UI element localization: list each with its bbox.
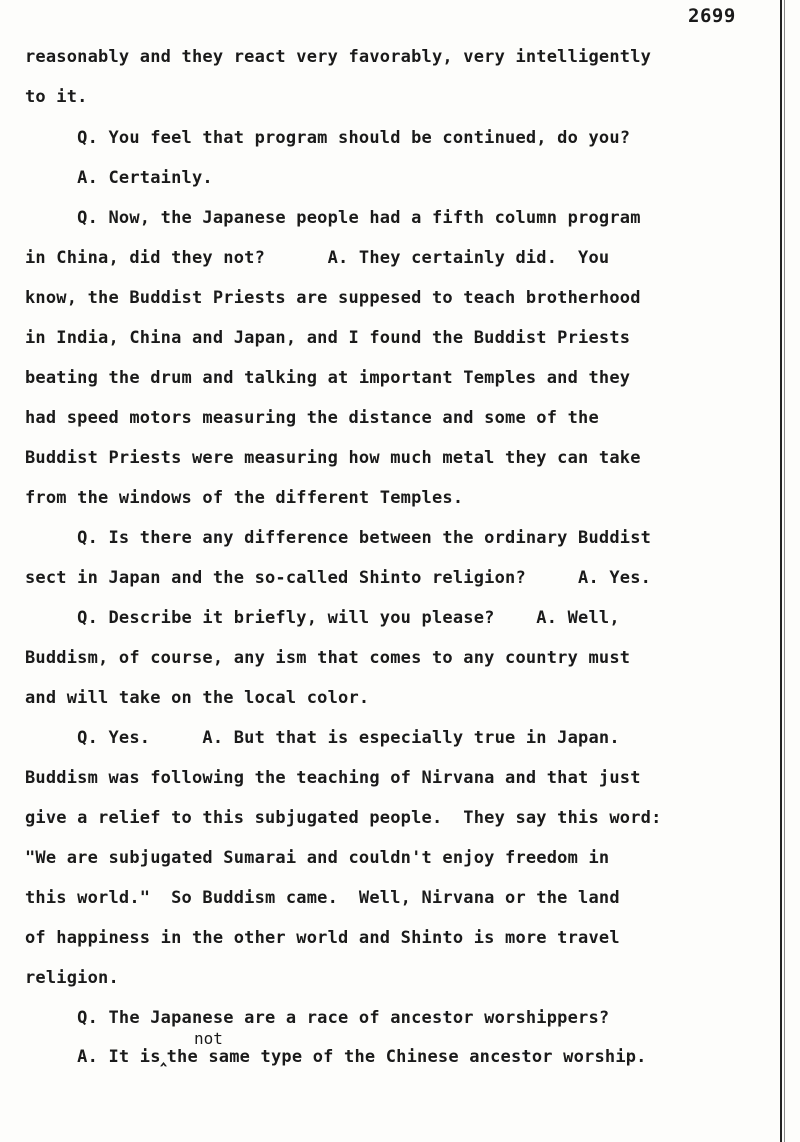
- text-line: Q. Describe it briefly, will you please? A. Well,: [25, 608, 620, 628]
- page-edge-rule-secondary: [784, 0, 785, 1142]
- page-number: 2699: [688, 5, 736, 27]
- text-line: in China, did they not? A. They certainly did. You: [25, 248, 610, 268]
- text-line: Q. Is there any difference between the ordinary Buddist: [25, 528, 652, 548]
- text-line: Buddism, of course, any ism that comes to any country must: [25, 648, 631, 668]
- text-line: in India, China and Japan, and I found the Buddist Priests: [25, 328, 631, 348]
- text-line: Buddism was following the teaching of Nirvana and that just: [25, 768, 641, 788]
- text-line: from the windows of the different Temples.: [25, 488, 464, 508]
- text-line: Q. The Japanese are a race of ancestor worshippers?: [25, 1008, 610, 1028]
- text-line: to it.: [25, 87, 88, 107]
- text-line: reasonably and they react very favorably, very intelligently: [25, 47, 652, 67]
- text-line: Q. You feel that program should be continued, do you?: [25, 128, 631, 148]
- text-line: A. Certainly.: [25, 168, 213, 188]
- page-edge-rule: [780, 0, 782, 1142]
- text-line: A. It is‸the same type of the Chinese ancestor worship.: [25, 1047, 647, 1067]
- text-line: religion.: [25, 968, 119, 988]
- text-line: Q. Now, the Japanese people had a fifth column program: [25, 208, 641, 228]
- handwritten-insertion: not: [194, 1029, 223, 1048]
- text-line: sect in Japan and the so-called Shinto religion? A. Yes.: [25, 568, 652, 588]
- text-line: know, the Buddist Priests are suppesed to teach brotherhood: [25, 288, 641, 308]
- text-line: this world." So Buddism came. Well, Nirvana or the land: [25, 888, 620, 908]
- text-line: and will take on the local color.: [25, 688, 370, 708]
- text-line: "We are subjugated Sumarai and couldn't enjoy freedom in: [25, 848, 610, 868]
- text-line: give a relief to this subjugated people. They say this word:: [25, 808, 662, 828]
- text-line: beating the drum and talking at important Temples and they: [25, 368, 631, 388]
- text-line: of happiness in the other world and Shinto is more travel: [25, 928, 620, 948]
- text-line: Q. Yes. A. But that is especially true in Japan.: [25, 728, 620, 748]
- text-line: had speed motors measuring the distance and some of the: [25, 408, 599, 428]
- text-line: Buddist Priests were measuring how much metal they can take: [25, 448, 641, 468]
